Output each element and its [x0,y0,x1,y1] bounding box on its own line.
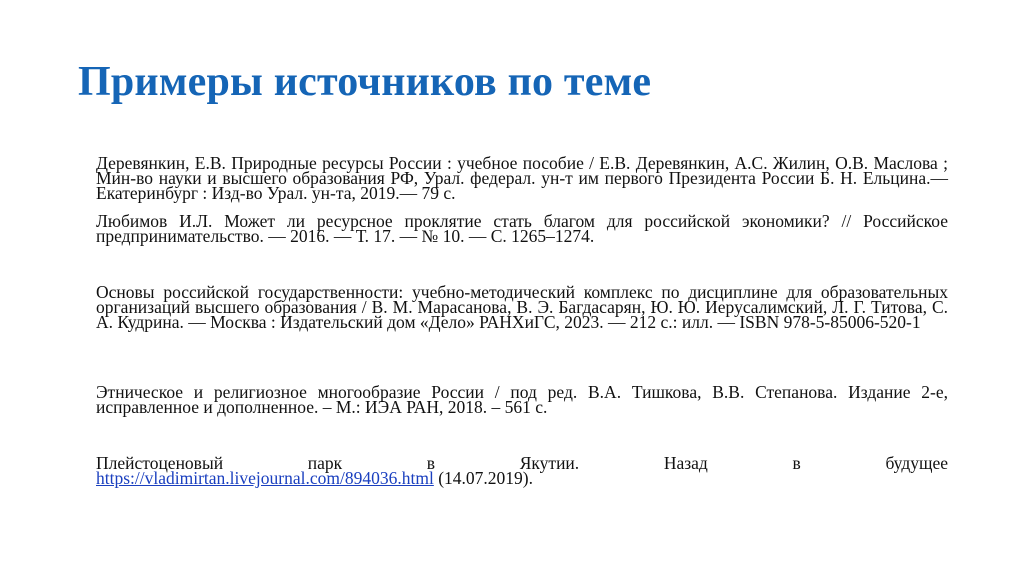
reference-item: Деревянкин, Е.В. Природные ресурсы России : учебное пособие / Е.В. Деревянкин, А.С. Жилин, О.В. Маслова ; Мин-во науки и высшего образования РФ, Урал. федерал. ун-т им первого Президента России Б. Н. Ельцина.— Екатеринбург : Изд-во Урал. ун-та, 2019.— 79 с. [96,153,948,204]
reference-item: Основы российской государственности: учебно-методический комплекс по дисциплине для образовательных организаций высшего образования / В. М. Марасанова, В. Э. Багдасарян, Ю. Ю. Иерусалимский, Л. Г. Титова, С. А. Кудрина. — Москва : Издательский дом «Дело» РАНХиГС, 2023. — 212 с.: илл. — ISBN 978-5-85006-520-1 [96,282,948,333]
slide-title: Примеры источников по теме [78,59,652,105]
reference-item-with-link [96,453,948,489]
reference-item: Этническое и религиозное многообразие России / под ред. В.А. Тишкова, В.В. Степанова. Издание 2-е, исправленное и дополненное. – М.: ИЭА РАН, 2018. – 561 с. [96,382,948,418]
reference-source-line [96,468,948,489]
reference-link[interactable]: https://vladimirtan.livejournal.com/894036.html [96,468,434,489]
reference-title: Плейстоценовый парк в Якутии. Назад в будущее [96,453,948,473]
reference-item: Любимов И.Л. Может ли ресурсное проклятие стать благом для российской экономики? // Российское предпринимательство. — 2016. — Т. 17. — № 10. — С. 1265–1274. [96,211,948,247]
reference-date: (14.07.2019). [433,468,533,489]
